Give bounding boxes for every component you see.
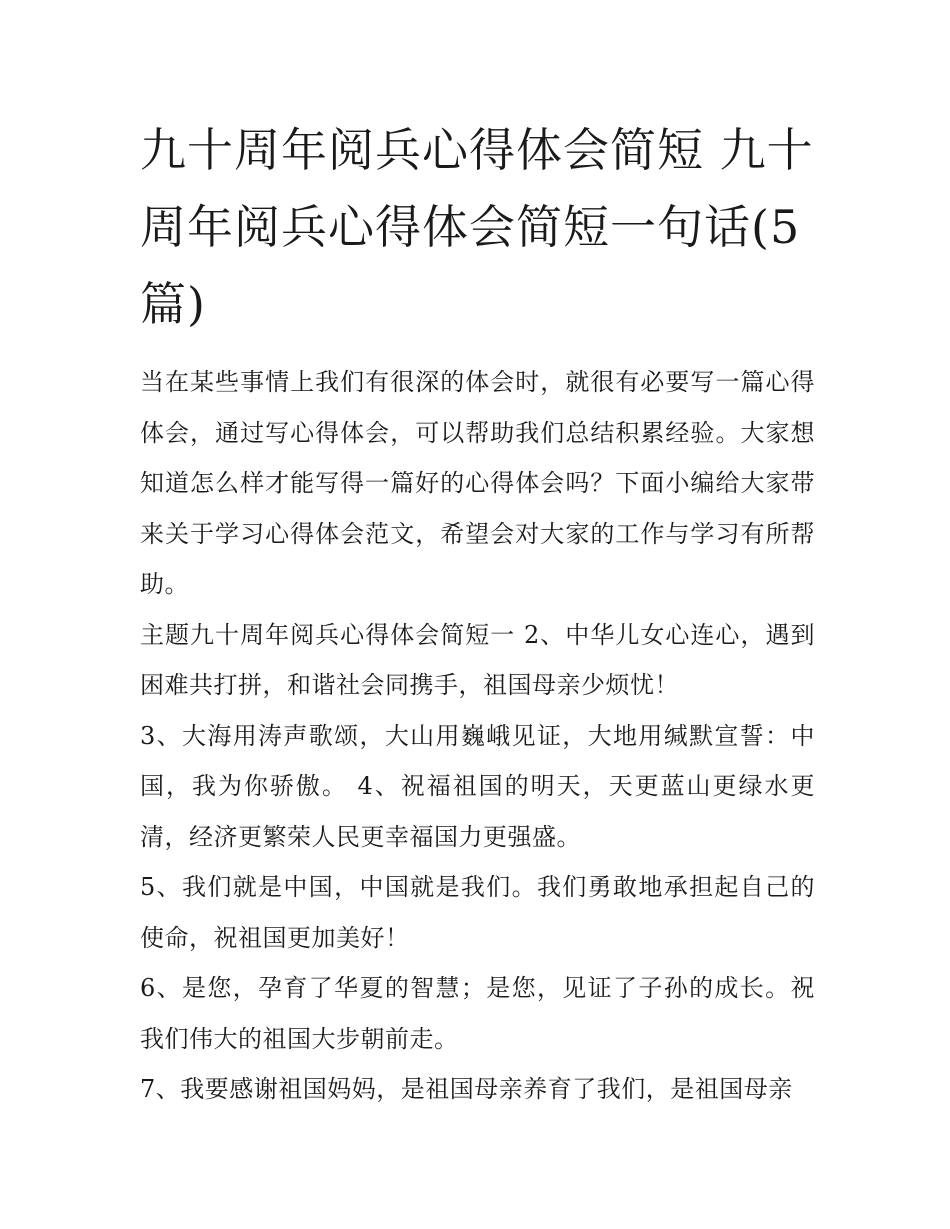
paragraph-item-6: 6、是您，孕育了华夏的智慧；是您，见证了子孙的成长。祝我们伟大的祖国大步朝前走。 bbox=[140, 974, 815, 1053]
paragraph-item-5: 5、我们就是中国，中国就是我们。我们勇敢地承担起自己的使命，祝祖国更加美好！ bbox=[140, 873, 815, 952]
paragraph-item-7: 7、我要感谢祖国妈妈，是祖国母亲养育了我们，是祖国母亲 bbox=[140, 1075, 793, 1103]
document-title: 九十周年阅兵心得体会简短 九十周年阅兵心得体会简短一句话(5篇) bbox=[140, 123, 814, 331]
paragraph-item-2: 主题九十周年阅兵心得体会简短一 2、中华儿女心连心，遇到困难共打拼，和谐社会同携手，祖国母亲少烦忧！ bbox=[140, 620, 815, 699]
document-body bbox=[140, 112, 815, 1115]
paragraph-intro: 当在某些事情上我们有很深的体会时，就很有必要写一篇心得体会，通过写心得体会，可以帮助我们总结积累经验。大家想知道怎么样才能写得一篇好的心得体会吗？下面小编给大家带来关于学习心得体会范文，希望会对大家的工作与学习有所帮助。 bbox=[140, 368, 815, 598]
paragraph-item-3-4: 3、大海用涛声歌颂，大山用巍峨见证，大地用缄默宣誓：中国，我为你骄傲。 4、祝福祖国的明天，天更蓝山更绿水更清，经济更繁荣人民更幸福国力更强盛。 bbox=[140, 721, 815, 851]
